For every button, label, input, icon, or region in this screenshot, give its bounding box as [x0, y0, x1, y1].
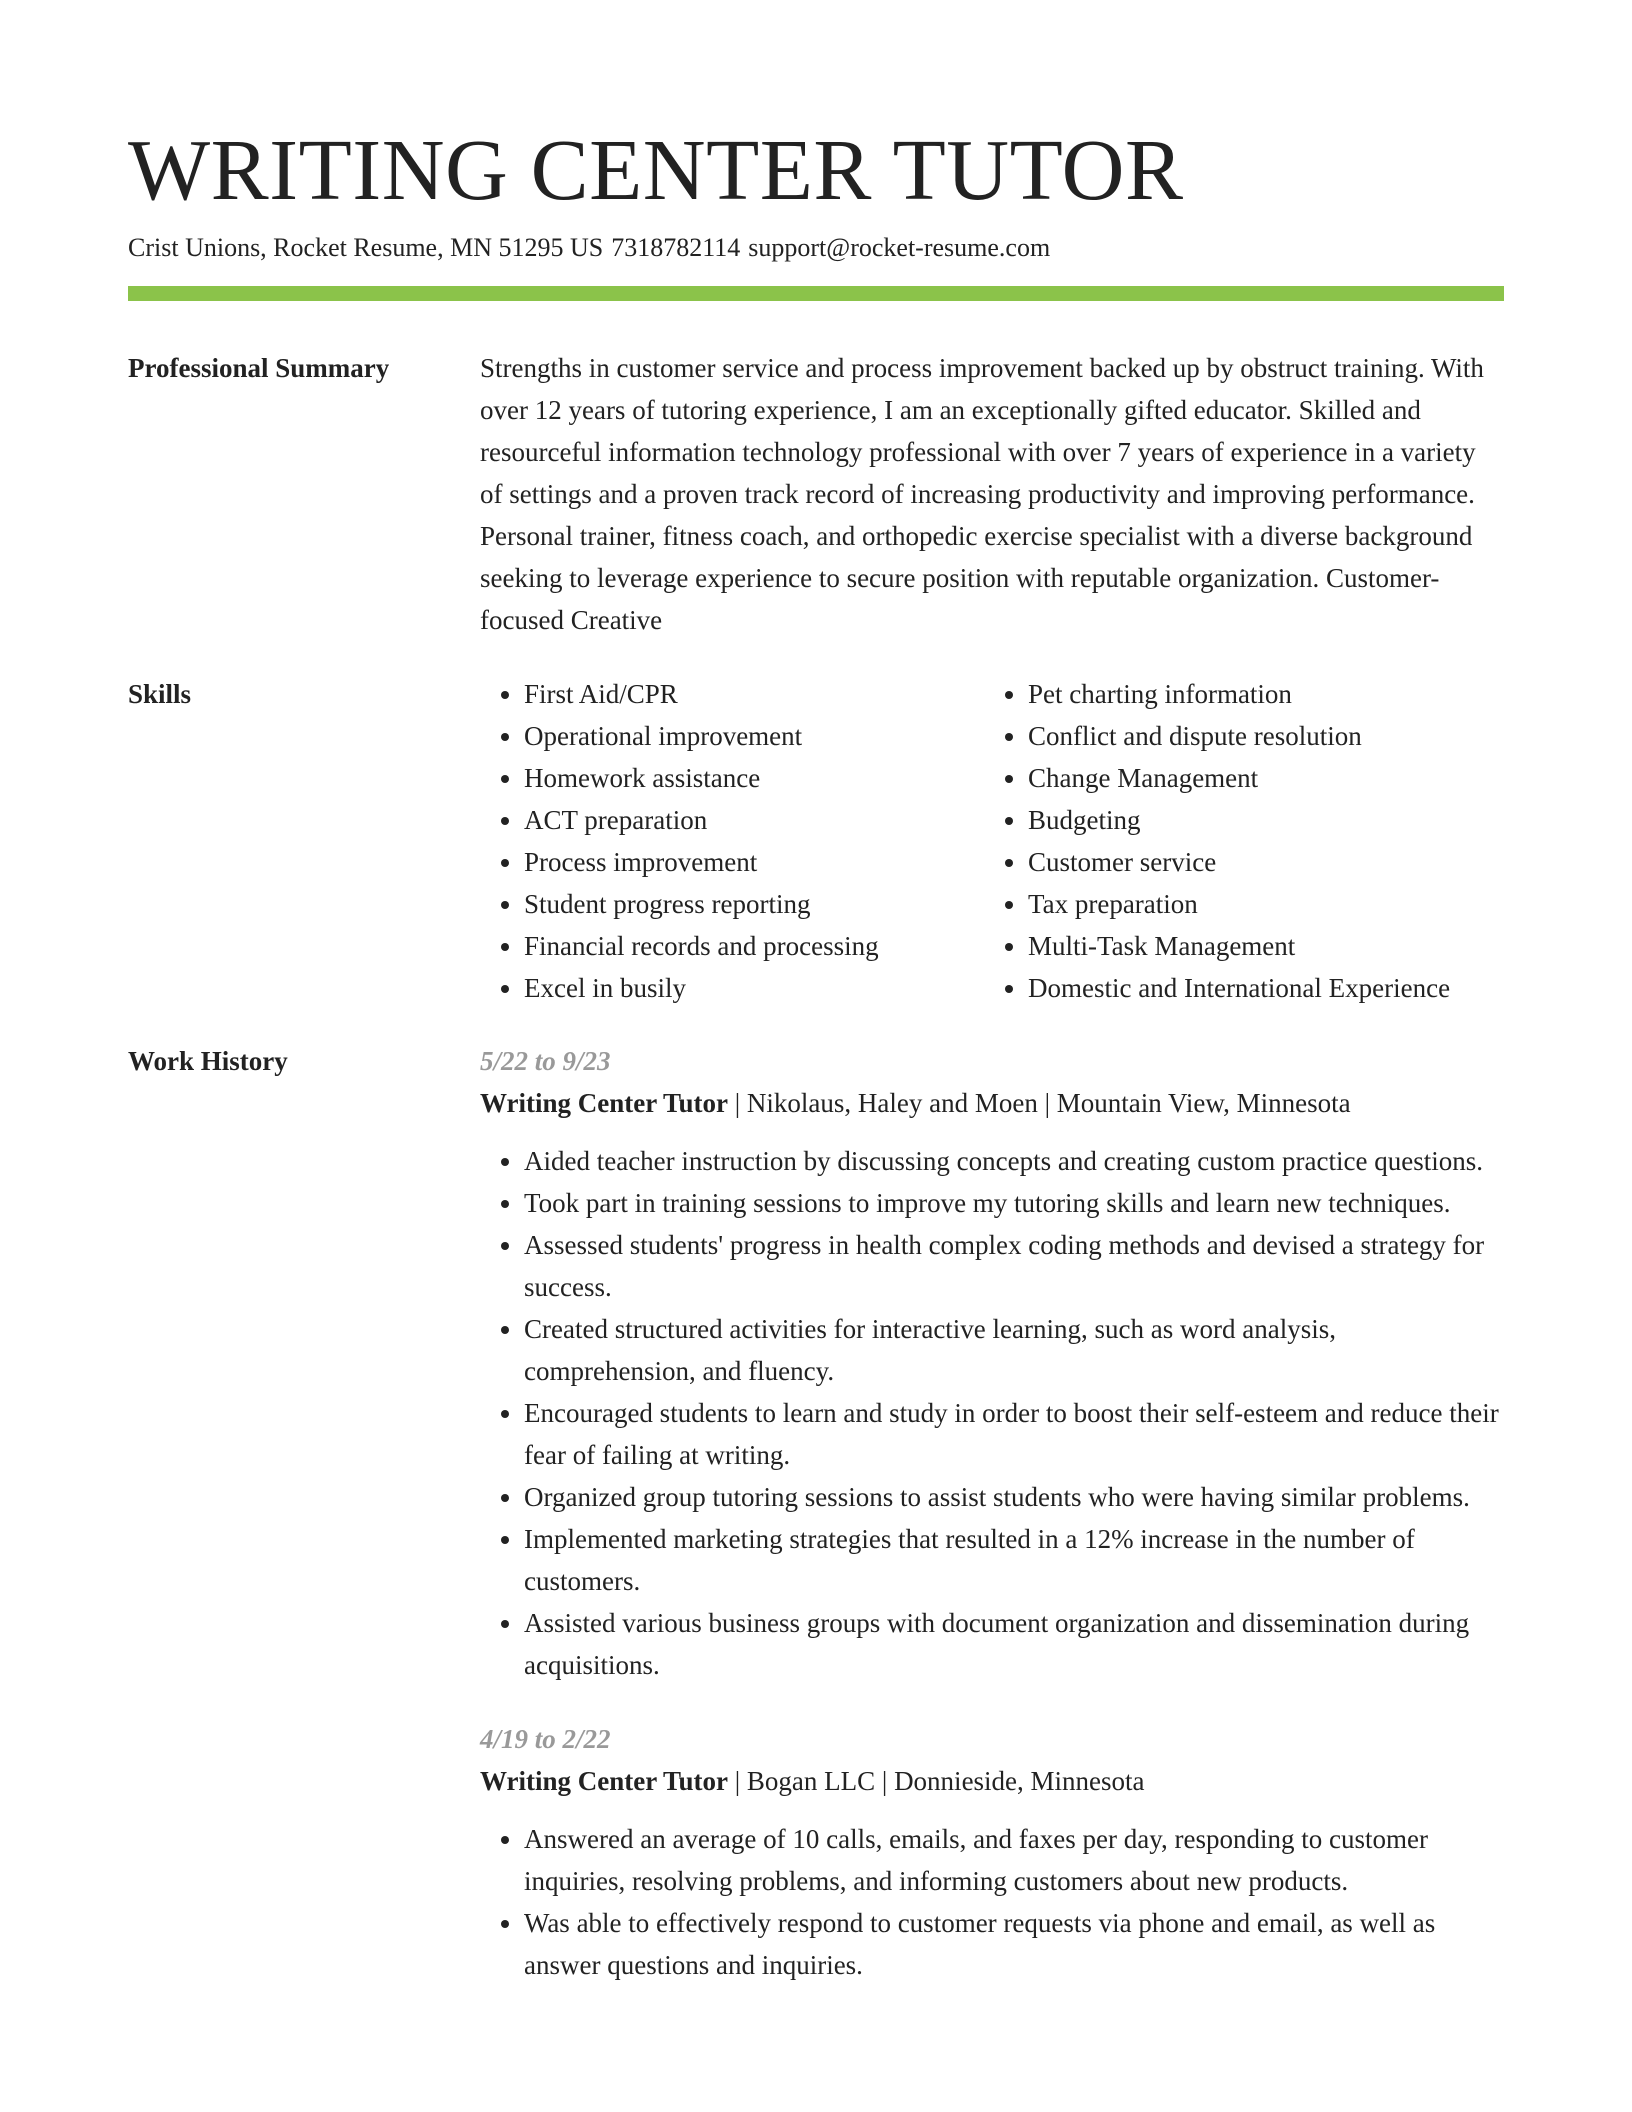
job-entry	[480, 1718, 1504, 1986]
skill-item: • Customer service	[1028, 841, 1504, 883]
job-bullet: • Created structured activities for interactive learning, such as word analysis, comprehension, and fluency.	[524, 1308, 1504, 1392]
job-entry	[480, 1040, 1504, 1686]
job-employer-location: | Nikolaus, Haley and Moen | Mountain View, Minnesota	[728, 1088, 1351, 1118]
summary-heading: Professional Summary	[128, 353, 390, 383]
skill-item: • Multi-Task Management	[1028, 925, 1504, 967]
skills-heading: Skills	[128, 679, 192, 709]
summary-body	[480, 347, 1504, 641]
skills-list-left	[480, 673, 984, 1009]
skill-item: • Financial records and processing	[524, 925, 984, 967]
job-dates: 4/19 to 2/22	[480, 1724, 611, 1754]
job-bullet: • Was able to effectively respond to customer requests via phone and email, as well as answer questions and inquiries.	[524, 1902, 1504, 1986]
job-bullet: • Implemented marketing strategies that resulted in a 12% increase in the number of customers.	[524, 1518, 1504, 1602]
header-divider	[128, 286, 1504, 301]
skill-item: • Pet charting information	[1028, 673, 1504, 715]
contact-address: Crist Unions, Rocket Resume, MN 51295 US	[128, 233, 604, 262]
job-bullet: • Assisted various business groups with document organization and dissemination during acquisitions.	[524, 1602, 1504, 1686]
skills-body	[480, 673, 1504, 1009]
job-bullets	[480, 1818, 1504, 1986]
job-title-line	[480, 1760, 1504, 1802]
skill-item: • Conflict and dispute resolution	[1028, 715, 1504, 757]
job-bullet: • Encouraged students to learn and study in order to boost their self-esteem and reduce their fear of failing at writing.	[524, 1392, 1504, 1476]
job-bullet: • Took part in training sessions to improve my tutoring skills and learn new techniques.	[524, 1182, 1504, 1224]
work-history-body	[480, 1040, 1504, 1986]
job-bullet: • Assessed students' progress in health complex coding methods and devised a strategy for success.	[524, 1224, 1504, 1308]
skill-item: • ACT preparation	[524, 799, 984, 841]
skill-item: • Budgeting	[1028, 799, 1504, 841]
skills-list-right	[984, 673, 1504, 1009]
contact-line	[128, 230, 1058, 266]
job-bullet: • Organized group tutoring sessions to assist students who were having similar problems.	[524, 1476, 1504, 1518]
skill-item: • Process improvement	[524, 841, 984, 883]
skill-item: • Change Management	[1028, 757, 1504, 799]
job-dates: 5/22 to 9/23	[480, 1046, 611, 1076]
job-bullets	[480, 1140, 1504, 1686]
skill-item: • First Aid/CPR	[524, 673, 984, 715]
skill-item: • Tax preparation	[1028, 883, 1504, 925]
job-role: Writing Center Tutor	[480, 1088, 729, 1118]
job-employer-location: | Bogan LLC | Donnieside, Minnesota	[728, 1766, 1145, 1796]
contact-email: support@rocket-resume.com	[748, 233, 1051, 262]
work-history-heading: Work History	[128, 1046, 288, 1076]
summary-text: Strengths in customer service and process improvement backed up by obstruct training. With over 12 years of tutoring experience, I am an exceptionally gifted educator. Skilled and resourceful information technology professional with over 7 years of experience in a variety of settings and a proven track record of increasing productivity and improving performance. Personal trainer, fitness coach, and orthopedic exercise specialist with a diverse background seeking to leverage experience to secure position with reputable organization. Customer-focused Creative	[480, 353, 1484, 635]
job-bullet: • Aided teacher instruction by discussing concepts and creating custom practice questions.	[524, 1140, 1504, 1182]
job-role: Writing Center Tutor	[480, 1766, 729, 1796]
skill-item: • Excel in busily	[524, 967, 984, 1009]
skill-item: • Domestic and International Experience	[1028, 967, 1504, 1009]
skill-item: • Homework assistance	[524, 757, 984, 799]
skills-columns	[480, 673, 1504, 1009]
job-title-line	[480, 1082, 1504, 1124]
page-title: WRITING CENTER TUTOR	[128, 121, 1184, 218]
skill-item: • Student progress reporting	[524, 883, 984, 925]
contact-phone: 7318782114	[611, 233, 741, 262]
skill-item: • Operational improvement	[524, 715, 984, 757]
job-bullet: • Answered an average of 10 calls, emails, and faxes per day, responding to customer inquiries, resolving problems, and informing customers about new products.	[524, 1818, 1504, 1902]
